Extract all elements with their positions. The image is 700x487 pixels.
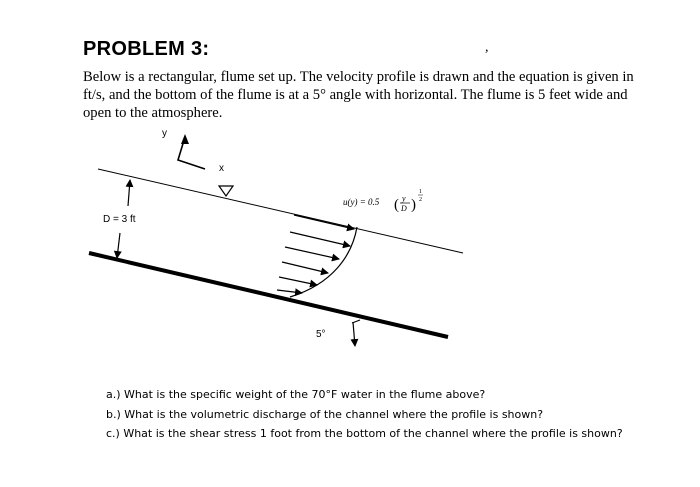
equation-numerator: y [402, 194, 406, 203]
velocity-arrow [285, 247, 339, 259]
free-surface-triangle-icon [219, 186, 233, 196]
velocity-profile-curve [290, 227, 357, 297]
equation-close-paren: ) [411, 197, 416, 213]
axis-x-label: x [219, 163, 224, 174]
velocity-arrow [277, 290, 302, 293]
question-item: b.) What is the volumetric discharge of the channel where the profile is shown? [106, 407, 544, 421]
velocity-equation [343, 189, 423, 213]
question-item: c.) What is the shear stress 1 foot from the bottom of the channel where the profile is shown? [106, 427, 623, 440]
water-surface-line [98, 169, 463, 253]
velocity-arrow [290, 232, 350, 246]
channel-bed-line [89, 253, 448, 337]
coordinate-axes [162, 128, 224, 174]
question-item: a.) What is the specific weight of the 70°F water in the flume above? [106, 388, 486, 401]
velocity-arrow [294, 215, 354, 229]
velocity-profile [277, 215, 357, 297]
y-arrow-head [181, 134, 189, 144]
question-list [106, 385, 623, 444]
equation-lhs: u(y) = 0.5 [343, 197, 380, 207]
angle-label: 5° [316, 329, 326, 340]
equation-open-paren: ( [394, 197, 399, 213]
stray-mark: , [485, 40, 489, 55]
depth-label: D = 3 ft [103, 214, 136, 225]
axis-y-label: y [162, 128, 167, 139]
depth-dimension [103, 180, 136, 258]
angle-marker [316, 320, 360, 346]
velocity-arrow [279, 277, 317, 285]
equation-exp-denominator: 2 [419, 197, 422, 203]
equation-exp-numerator: 1 [419, 189, 422, 195]
equation-denominator: D [401, 204, 407, 213]
intro-paragraph: Below is a rectangular, flume set up. The velocity profile is drawn and the equation is given in ft/s, and the bottom of the flume is at a 5° angle with horizontal. The flume is 5 feet wide and open to the atmosphere. [83, 69, 634, 121]
problem-title: PROBLEM 3: [83, 38, 210, 60]
velocity-arrow [282, 262, 328, 273]
